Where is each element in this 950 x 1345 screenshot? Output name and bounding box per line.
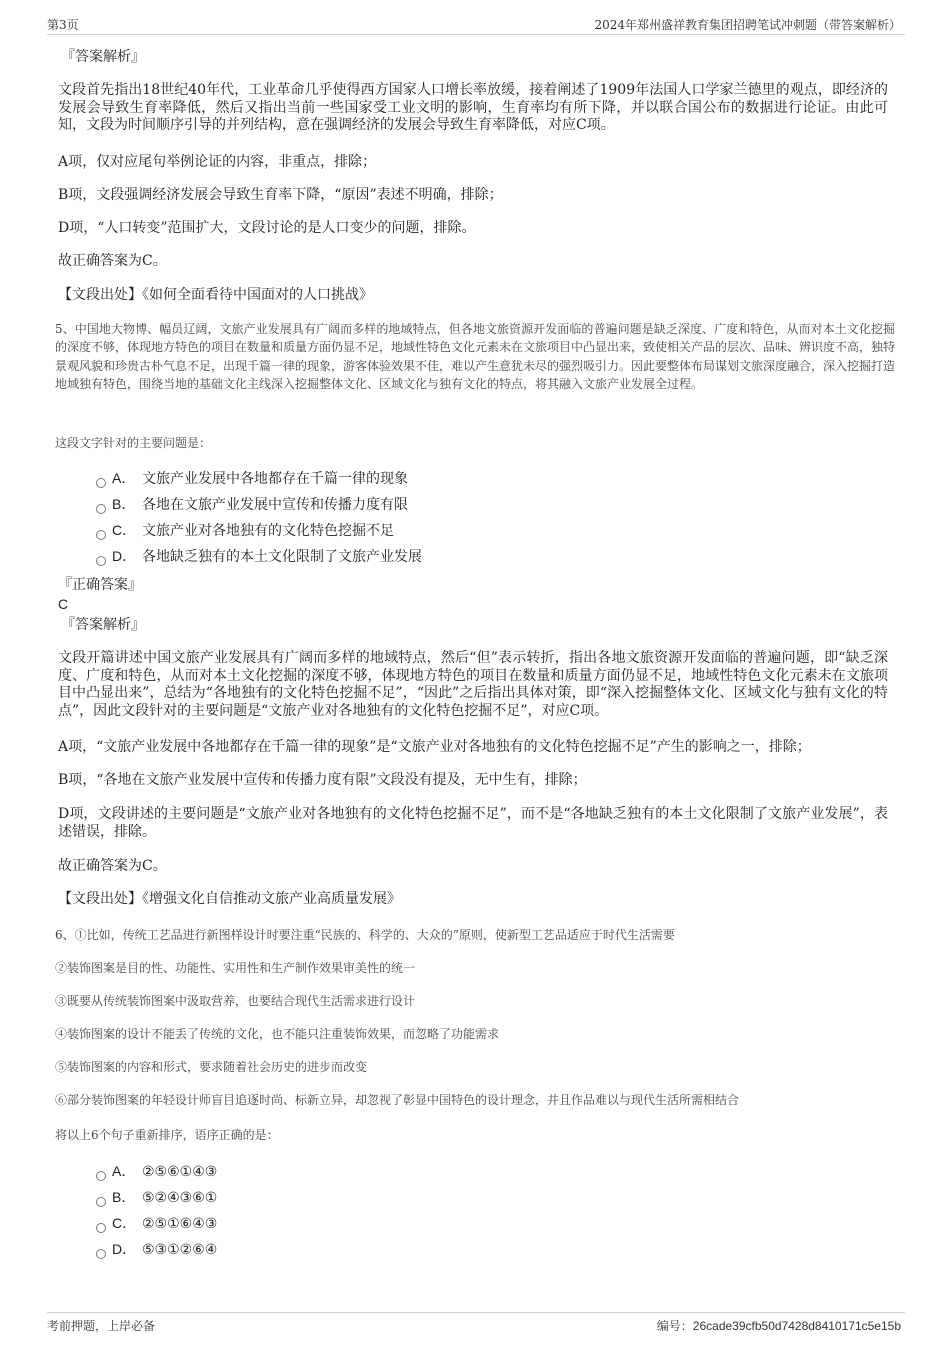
page-header	[47, 14, 905, 35]
option-text: ⑤③①②⑥④	[142, 1242, 218, 1258]
radio-button-icon[interactable]	[96, 556, 106, 566]
option-letter: C．	[112, 522, 137, 538]
page-footer	[47, 1312, 905, 1339]
q6-sentence-6: ⑥部分装饰图案的年轻设计师盲目追逐时尚、标新立异，却忽视了彰显中国特色的设计理念，并且作品难以与现代生活所需相结合	[55, 1093, 740, 1107]
q5-note-d: D项，文段讲述的主要问题是“文旅产业对各地独有的文化特色挖掘不足”，而不是“各地缺乏独有的本土文化限制了文旅产业发展”，表述错误，排除。	[58, 806, 888, 840]
radio-button-icon[interactable]	[96, 1249, 106, 1259]
q6-sentence-4: ④装饰图案的设计不能丢了传统的文化，也不能只注重装饰效果，而忽略了功能需求	[55, 1027, 500, 1041]
option-text: 各地缺乏独有的本土文化限制了文旅产业发展	[142, 549, 422, 565]
q4-note-a: A项，仅对应尾句举例论证的内容，非重点，排除；	[58, 154, 377, 170]
q5-correct-heading: 『正确答案』	[58, 577, 142, 593]
option-letter: B．	[112, 1189, 136, 1205]
q5-analysis-heading: 『答案解析』	[61, 617, 145, 633]
document-code	[657, 1317, 901, 1334]
radio-button-icon[interactable]	[96, 478, 106, 488]
q6-sentence-5: ⑤装饰图案的内容和形式，要求随着社会历史的进步而改变	[55, 1060, 368, 1074]
q4-analysis-heading: 『答案解析』	[61, 49, 145, 65]
radio-button-icon[interactable]	[96, 1171, 106, 1181]
document-code-label: 编号：	[656, 1319, 693, 1333]
q5-note-b: B项，“各地在文旅产业发展中宣传和传播力度有限”文段没有提及，无中生有，排除；	[58, 772, 587, 788]
option-text: 各地在文旅产业发展中宣传和传播力度有限	[142, 497, 408, 513]
option-letter: D．	[112, 1241, 137, 1257]
page-number: 第3页	[47, 18, 79, 32]
radio-button-icon[interactable]	[96, 1223, 106, 1233]
option-letter: A．	[112, 1163, 136, 1179]
radio-button-icon[interactable]	[96, 504, 106, 514]
q6-option-a[interactable]	[96, 1162, 217, 1181]
q5-analysis-text: 文段开篇讲述中国文旅产业发展具有广阔而多样的地域特点，然后“但”表示转折，指出各地文旅资源开发面临的普遍问题，即“缺乏深度、广度和特色，从而对本土文化挖掘的深度不够，体现地方特色的项目在数量和质量方面仍显不足，地域性特色文化元素未在文旅项目中凸显出来”，总结为“各地独有的文化特色挖掘不足”，“因此”之后指出具体对策，即“深入挖掘整体文化、区域文化与独有文化的特点”，因此文段针对的主要问题是“文旅产业对各地独有的文化特色挖掘不足”，对应C项。	[58, 650, 888, 719]
q5-conclusion: 故正确答案为C。	[58, 858, 167, 874]
option-letter: A．	[112, 470, 136, 486]
q5-option-d[interactable]	[96, 547, 422, 566]
q4-note-b: B项，文段强调经济发展会导致生育率下降，“原因”表述不明确，排除；	[58, 187, 503, 203]
option-text: ⑤②④③⑥①	[142, 1190, 218, 1206]
radio-button-icon[interactable]	[96, 1197, 106, 1207]
option-text: 文旅产业对各地独有的文化特色挖掘不足	[142, 523, 394, 539]
q6-sentence-3: ③既要从传统装饰图案中汲取营养，也要结合现代生活需求进行设计	[55, 994, 416, 1008]
q4-analysis-text: 文段首先指出18世纪40年代，工业革命几乎使得西方国家人口增长率放缓，接着阐述了1909年法国人口学家兰德里的观点，即经济的发展会导致生育率降低，然后又指出当前一些国家受工业文明的影响，生育率均有所下降，并以联合国公布的数据进行论证。由此可知，文段为时间顺序引导的并列结构，意在强调经济的发展会导致生育率降低，对应C项。	[58, 82, 888, 133]
option-text: ②⑤①⑥④③	[142, 1216, 218, 1232]
q6-option-b[interactable]	[96, 1188, 217, 1207]
q6-sentence-1: 6、①比如，传统工艺品进行新图样设计时要注重“民族的、科学的、大众的”原则，使新型工艺品适应于时代生活需要	[55, 928, 675, 942]
q6-option-d[interactable]	[96, 1240, 217, 1259]
q4-note-d: D项，“人口转变”范围扩大，文段讨论的是人口变少的问题，排除。	[58, 220, 476, 236]
footer-slogan: 考前押题，上岸必备	[47, 1319, 156, 1333]
option-text: ②⑤⑥①④③	[142, 1164, 218, 1180]
q5-question: 这段文字针对的主要问题是：	[55, 436, 212, 450]
q4-source: 【文段出处】《如何全面看待中国面对的人口挑战》	[58, 287, 373, 303]
option-letter: C．	[112, 1215, 137, 1231]
q6-option-c[interactable]	[96, 1214, 217, 1233]
option-letter: D．	[112, 548, 137, 564]
q5-note-a: A项，“文旅产业发展中各地都存在千篇一律的现象”是“文旅产业对各地独有的文化特色挖掘不足”产生的影响之一，排除；	[58, 739, 811, 755]
q6-question: 将以上6个句子重新排序，语序正确的是：	[55, 1128, 279, 1142]
q5-option-a[interactable]	[96, 469, 408, 488]
radio-button-icon[interactable]	[96, 530, 106, 540]
document-code-value: 26cade39cfb50d7428d8410171c5e15b	[692, 1319, 901, 1333]
option-letter: B．	[112, 496, 136, 512]
q5-stem: 5、中国地大物博、幅员辽阔，文旅产业发展具有广阔而多样的地域特点，但各地文旅资源开发面临的普遍问题是缺乏深度、广度和特色，从而对本土文化挖掘的深度不够，体现地方特色的项目在数量和质量方面仍显不足，地域性特色文化元素未在文旅项目中凸显出来，致使相关产品的层次、品味、辨识度不高，独特景观风貌和珍贵古朴气息不足，出现千篇一律的现象，游客体验效果不佳，难以产生意犹未尽的强烈吸引力。因此要整体布局谋划文旅深度融合，深入挖掘打造地域独有特色，围绕当地的基础文化主线深入挖掘整体文化、区域文化与独有文化的特点，将其融入文旅产业发展全过程。	[55, 322, 896, 391]
q5-source: 【文段出处】《增强文化自信推动文旅产业高质量发展》	[58, 891, 401, 907]
q6-sentence-2: ②装饰图案是目的性、功能性、实用性和生产制作效果审美性的统一	[55, 961, 416, 975]
q5-correct-answer: C	[58, 596, 69, 612]
q5-option-b[interactable]	[96, 495, 408, 514]
option-text: 文旅产业发展中各地都存在千篇一律的现象	[142, 471, 408, 487]
document-title: 2024年郑州盛祥教育集团招聘笔试冲刺题（带答案解析）	[594, 18, 901, 32]
q4-conclusion: 故正确答案为C。	[58, 253, 167, 269]
q5-option-c[interactable]	[96, 521, 394, 540]
